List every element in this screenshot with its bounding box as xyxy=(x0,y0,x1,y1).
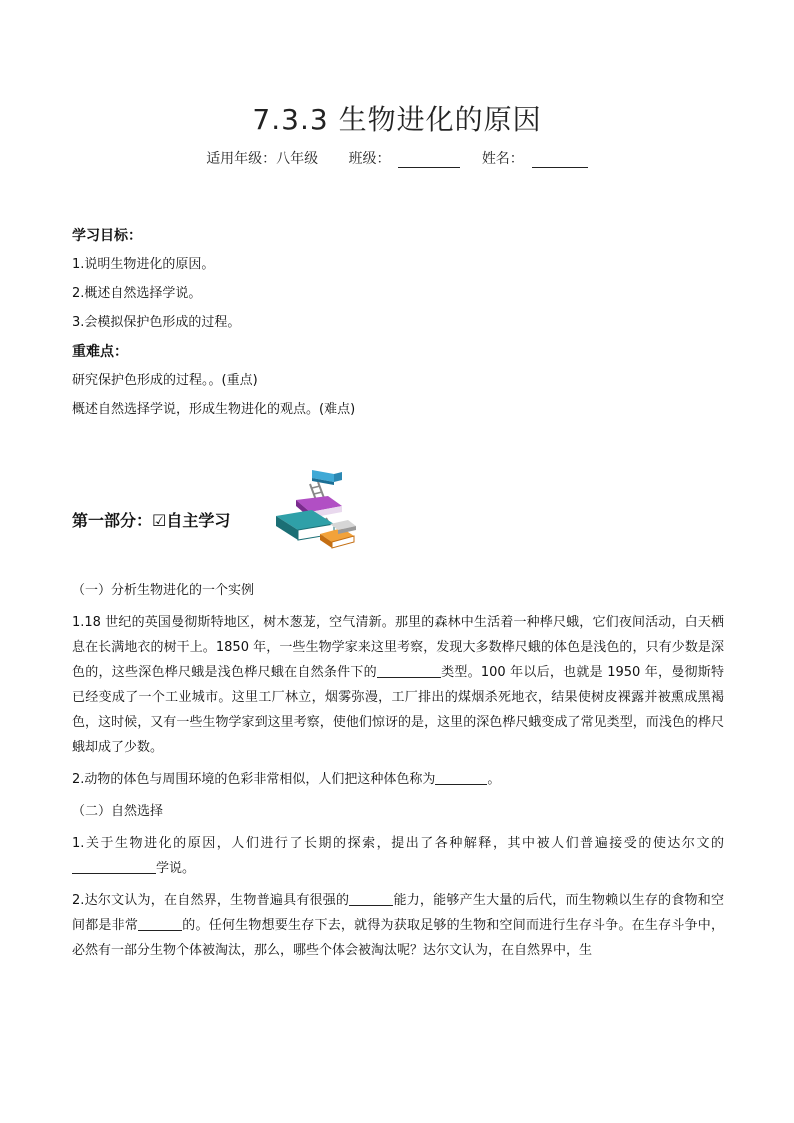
name-blank[interactable] xyxy=(532,153,588,168)
answer-blank[interactable] xyxy=(138,916,182,931)
page-title: 7.3.3 生物进化的原因 xyxy=(252,103,542,136)
answer-blank[interactable] xyxy=(435,770,487,785)
part1-p2-text-a: 2.动物的体色与周围环境的色彩非常相似，人们把这种体色称为 xyxy=(72,772,436,787)
part2-paragraph-1 xyxy=(72,831,724,881)
keypoint-item: 研究保护色形成的过程。。(重点) xyxy=(72,373,258,388)
name-label: 姓名： xyxy=(481,151,524,167)
self-study-body xyxy=(72,578,724,970)
part1-paragraph-1 xyxy=(72,610,724,760)
part2-p2-text-b: 能力，能够产生大量的后代，而生物赖以生存的食物和空间都是非常 xyxy=(72,893,724,933)
books-stack-icon xyxy=(272,466,362,558)
objective-item: 3.会模拟保护色形成的过程。 xyxy=(72,315,241,330)
objective-item: 1.说明生物进化的原因。 xyxy=(72,257,215,272)
part2-p2-text-a: 2.达尔文认为，在自然界，生物普遍具有很强的 xyxy=(72,893,350,908)
grade-label: 适用年级：八年级 xyxy=(206,151,319,167)
class-label: 班级： xyxy=(348,151,391,167)
class-blank[interactable] xyxy=(398,153,460,168)
answer-blank[interactable] xyxy=(377,663,441,678)
part1-p1-text-b: 类型。100 年以后，也就是 1950 年，曼彻斯特已经变成了一个工业城市。这里工厂林立，烟雾弥漫，工厂排出的煤烟杀死地衣，结果使树皮裸露并被熏成黑褐色，这时候，又有一些生物学家到这里考察，使他们惊讶的是，这里的深色桦尺蛾变成了常见类型，而浅色的桦尺蛾却成了少数。 xyxy=(72,665,724,755)
objective-item: 2.概述自然选择学说。 xyxy=(72,286,202,301)
part2-p1-text-b: 学说。 xyxy=(156,861,196,876)
part2-p1-text-a: 1.关于生物进化的原因，人们进行了长期的探索，提出了各种解释，其中被人们普遍接受的使达尔文的 xyxy=(72,836,724,851)
part2-paragraph-2 xyxy=(72,888,724,963)
part2-heading: （二）自然选择 xyxy=(72,804,164,819)
section-self-study-title: 第一部分：☑自主学习 xyxy=(72,511,231,530)
answer-blank[interactable] xyxy=(349,891,393,906)
answer-blank[interactable] xyxy=(72,859,156,874)
part1-p2-text-b: 。 xyxy=(487,772,501,787)
part1-heading: （一）分析生物进化的一个实例 xyxy=(72,583,255,598)
keypoint-item: 概述自然选择学说，形成生物进化的观点。(难点) xyxy=(72,402,356,417)
objectives-heading: 学习目标： xyxy=(72,228,142,244)
header-info-line xyxy=(0,148,794,168)
part2-p2-text-c: 的。任何生物想要生存下去，就得为获取足够的生物和空间而进行生存斗争。在生存斗争中，必然有一部分生物个体被淘汰，那么，哪些个体会被淘汰呢？达尔文认为，在自然界中，生 xyxy=(72,918,724,958)
part1-p1-text-a: 1.18 世纪的英国曼彻斯特地区，树木葱茏，空气清新。那里的森林中生活着一种桦尺蛾，它们夜间活动，白天栖息在长满地衣的树干上。1850 年，一些生物学家来这里考察，发现大多数桦尺蛾的体色是浅色的，只有少数是深色的，这些深色桦尺蛾是浅色桦尺蛾在自然条件下的 xyxy=(72,615,724,680)
objectives-block xyxy=(72,224,724,422)
part1-paragraph-2 xyxy=(72,767,724,792)
keypoints-heading: 重难点： xyxy=(72,344,128,360)
